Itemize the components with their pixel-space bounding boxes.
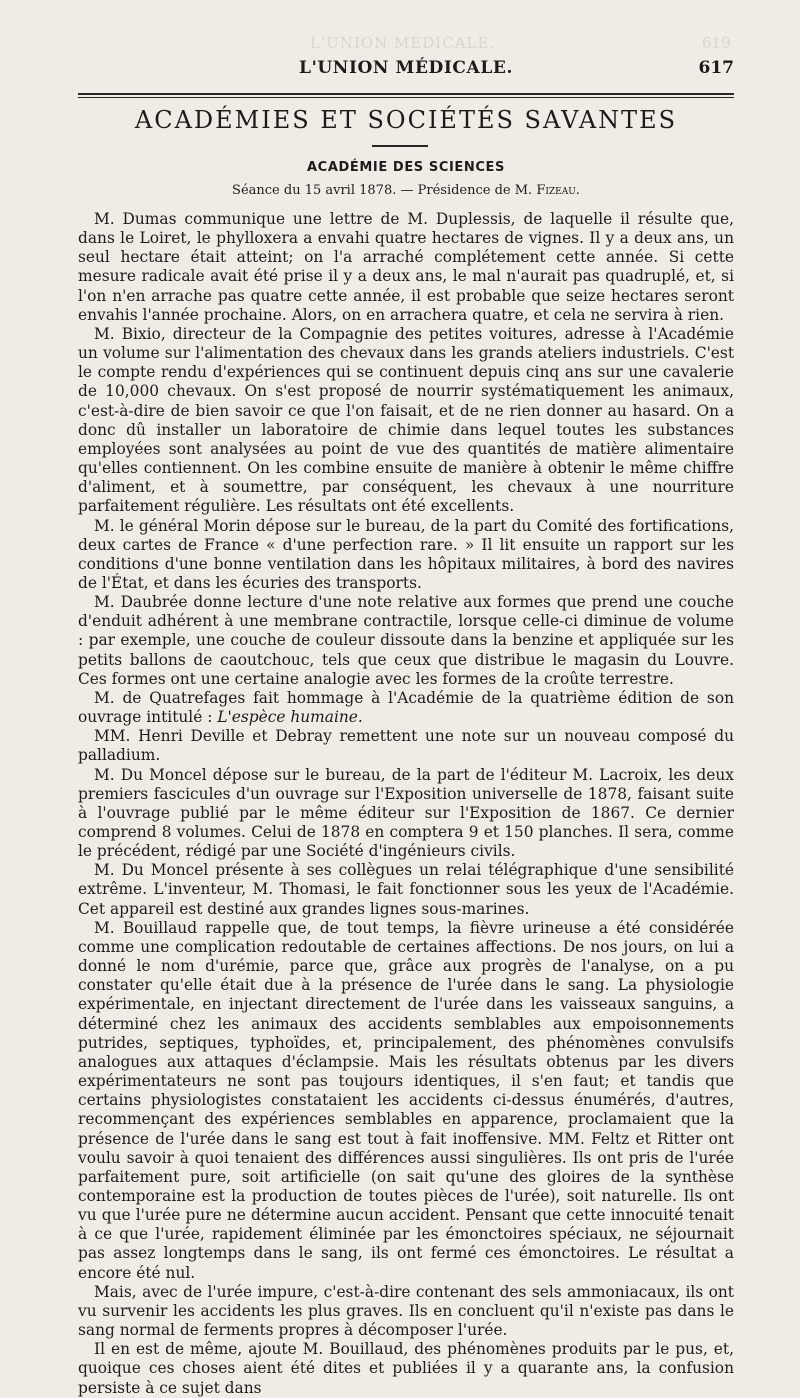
paragraph: M. Du Moncel présente à ses collègues un relai télégraphique d'une sensibilité extrême. L'inventeur, M. Thomasi, le fait fonctionner sous les yeux de l'Académie. Cet appareil est destiné aux grandes lignes sous-marines.	[78, 861, 734, 918]
paragraph: M. Du Moncel dépose sur le bureau, de la part de l'éditeur M. Lacroix, les deux premiers fascicules d'un ouvrage sur l'Exposition universelle de 1878, faisant suite à l'ouvrage publié par le même éditeur sur l'Exposition de 1867. Ce dernier comprend 8 volumes. Celui de 1878 en comptera 9 et 150 planches. Il sera, comme le précédent, rédigé par une Société d'ingénieurs civils.	[78, 765, 734, 861]
session-line	[78, 183, 734, 198]
running-title: L'UNION MÉDICALE.	[299, 58, 513, 78]
paragraph: MM. Henri Deville et Debray remettent une note sur un nouveau composé du palladium.	[78, 727, 734, 765]
book-title: L'espèce humaine.	[217, 708, 363, 727]
session-president: Fizeau.	[536, 183, 580, 198]
paragraph: M. Bouillaud rappelle que, de tout temps, la fièvre urineuse a été considérée comme une complication redoutable de certaines affections. De nos jours, on lui a donné le nom d'urémie, parce que, grâce aux progrès de l'analyse, on a pu constater qu'elle était due à la présence de l'urée dans le sang. La physiologie expérimentale, en injectant directement de l'urée dans les vaisseaux sanguins, a déterminé chez les animaux des accidents semblables aux empoisonnements putrides, septiques, typhoïdes, et, principalement, des phénomènes convulsifs analogues aux attaques d'éclampsie. Mais les résultats obtenus par les divers expérimentateurs ne sont pas toujours identiques, il s'en faut; et tandis que certains physiologistes constataient les accidents ci-dessus énumérés, d'autres, recommençant des expériences semblables en apparence, proclamaient que la présence de l'urée dans le sang est tout à fait inoffensive. MM. Feltz et Ritter ont voulu savoir à quoi tenaient des différences aussi singulières. Ils ont pris de l'urée parfaitement pure, soit artificielle (on sait qu'une des gloires de la synthèse contemporaine est la production de toutes pièces de l'urée), soit naturelle. Ils ont vu que l'urée pure ne détermine aucun accident. Pensant que cette innocuité tenait à ce que l'urée, rapidement éliminée par les émonctoires spéciaux, ne séjournait pas assez longtemps dans le sang, ils ont fermé ces émonctoires. Le résultat a encore été nul.	[78, 918, 734, 1282]
bleed-through-page-number: 619	[702, 34, 731, 52]
paragraph: M. Bixio, directeur de la Compagnie des petites voitures, adresse à l'Académie un volume sur l'alimentation des chevaux dans les grands ateliers industriels. C'est le compte rendu d'expériences qui se continuent depuis cinq ans sur une cavalerie de 10,000 chevaux. On s'est proposé de nourrir systématiquement les animaux, c'est-à-dire de bien savoir ce que l'on faisait, et de ne rien donner au hasard. On a donc dû installer un laboratoire de chimie dans lequel toutes les substances employées sont analysées au point de vue des quantités de matière alimentaire qu'elles contiennent. On les combine ensuite de manière à obtenir le même chiffre d'aliment, et à soumettre, par conséquent, les chevaux à une nourriture parfaitement régulière. Les résultats ont été excellents.	[78, 324, 734, 516]
paragraph: M. Dumas communique une lettre de M. Duplessis, de laquelle il résulte que, dans le Loiret, le phylloxera a envahi quatre hectares de vignes. Il y a deux ans, un seul hectare était atteint; on l'a arraché complétement cette année. Si cette mesure radicale avait été prise il y a deux ans, le mal n'aurait pas quadruplé, et, si l'on n'en arrache pas quatre cette année, il est probable que seize hectares seront envahis l'année prochaine. Alors, on en arrachera quatre, et cela ne servira à rien.	[78, 210, 734, 324]
paragraph: Il en est de même, ajoute M. Bouillaud, des phénomènes produits par le pus, et, quoique ces choses aient été dites et publiées il y a quarante ans, la confusion persiste à ce sujet dans	[78, 1340, 734, 1397]
paragraph: Mais, avec de l'urée impure, c'est-à-dire contenant des sels ammoniacaux, ils ont vu survenir les accidents les plus graves. Ils en concluent qu'il n'existe pas dans le sang normal de ferments propres à décomposer l'urée.	[78, 1282, 734, 1340]
paragraph: M. le général Morin dépose sur le bureau, de la part du Comité des fortifications, deux cartes de France « d'une perfection rare. » Il lit ensuite un rapport sur les conditions d'une bonne ventilation dans les hôpitaux militaires, à bord des navires de l'État, et dans les écuries des transports.	[78, 516, 734, 592]
academy-heading: ACADÉMIE DES SCIENCES	[307, 160, 505, 175]
header-rule-thin	[78, 97, 734, 98]
session-date: Séance du 15 avril 1878. — Présidence de M.	[232, 183, 533, 198]
page-header	[78, 58, 734, 84]
article-body	[78, 210, 734, 1398]
header-rule	[78, 93, 734, 95]
title-divider	[372, 145, 428, 147]
paragraph: M. Daubrée donne lecture d'une note relative aux formes que prend une couche d'enduit adhérent à une membrane contractile, lorsque celle-ci diminue de volume : par exemple, une couche de couleur dissoute dans la benzine et appliquée sur les petits ballons de caoutchouc, tels que ceux que distribue le magasin du Louvre. Ces formes ont une certaine analogie avec les formes de la croûte terrestre.	[78, 593, 734, 688]
section-title: ACADÉMIES ET SOCIÉTÉS SAVANTES	[134, 106, 678, 134]
paragraph: M. de Quatrefages fait hommage à l'Académie de la quatrième édition de son ouvrage intitulé : L'espèce humaine.	[78, 688, 734, 727]
page-number: 617	[698, 58, 734, 78]
bleed-through-header: L'UNION MÉDICALE.	[310, 34, 496, 52]
